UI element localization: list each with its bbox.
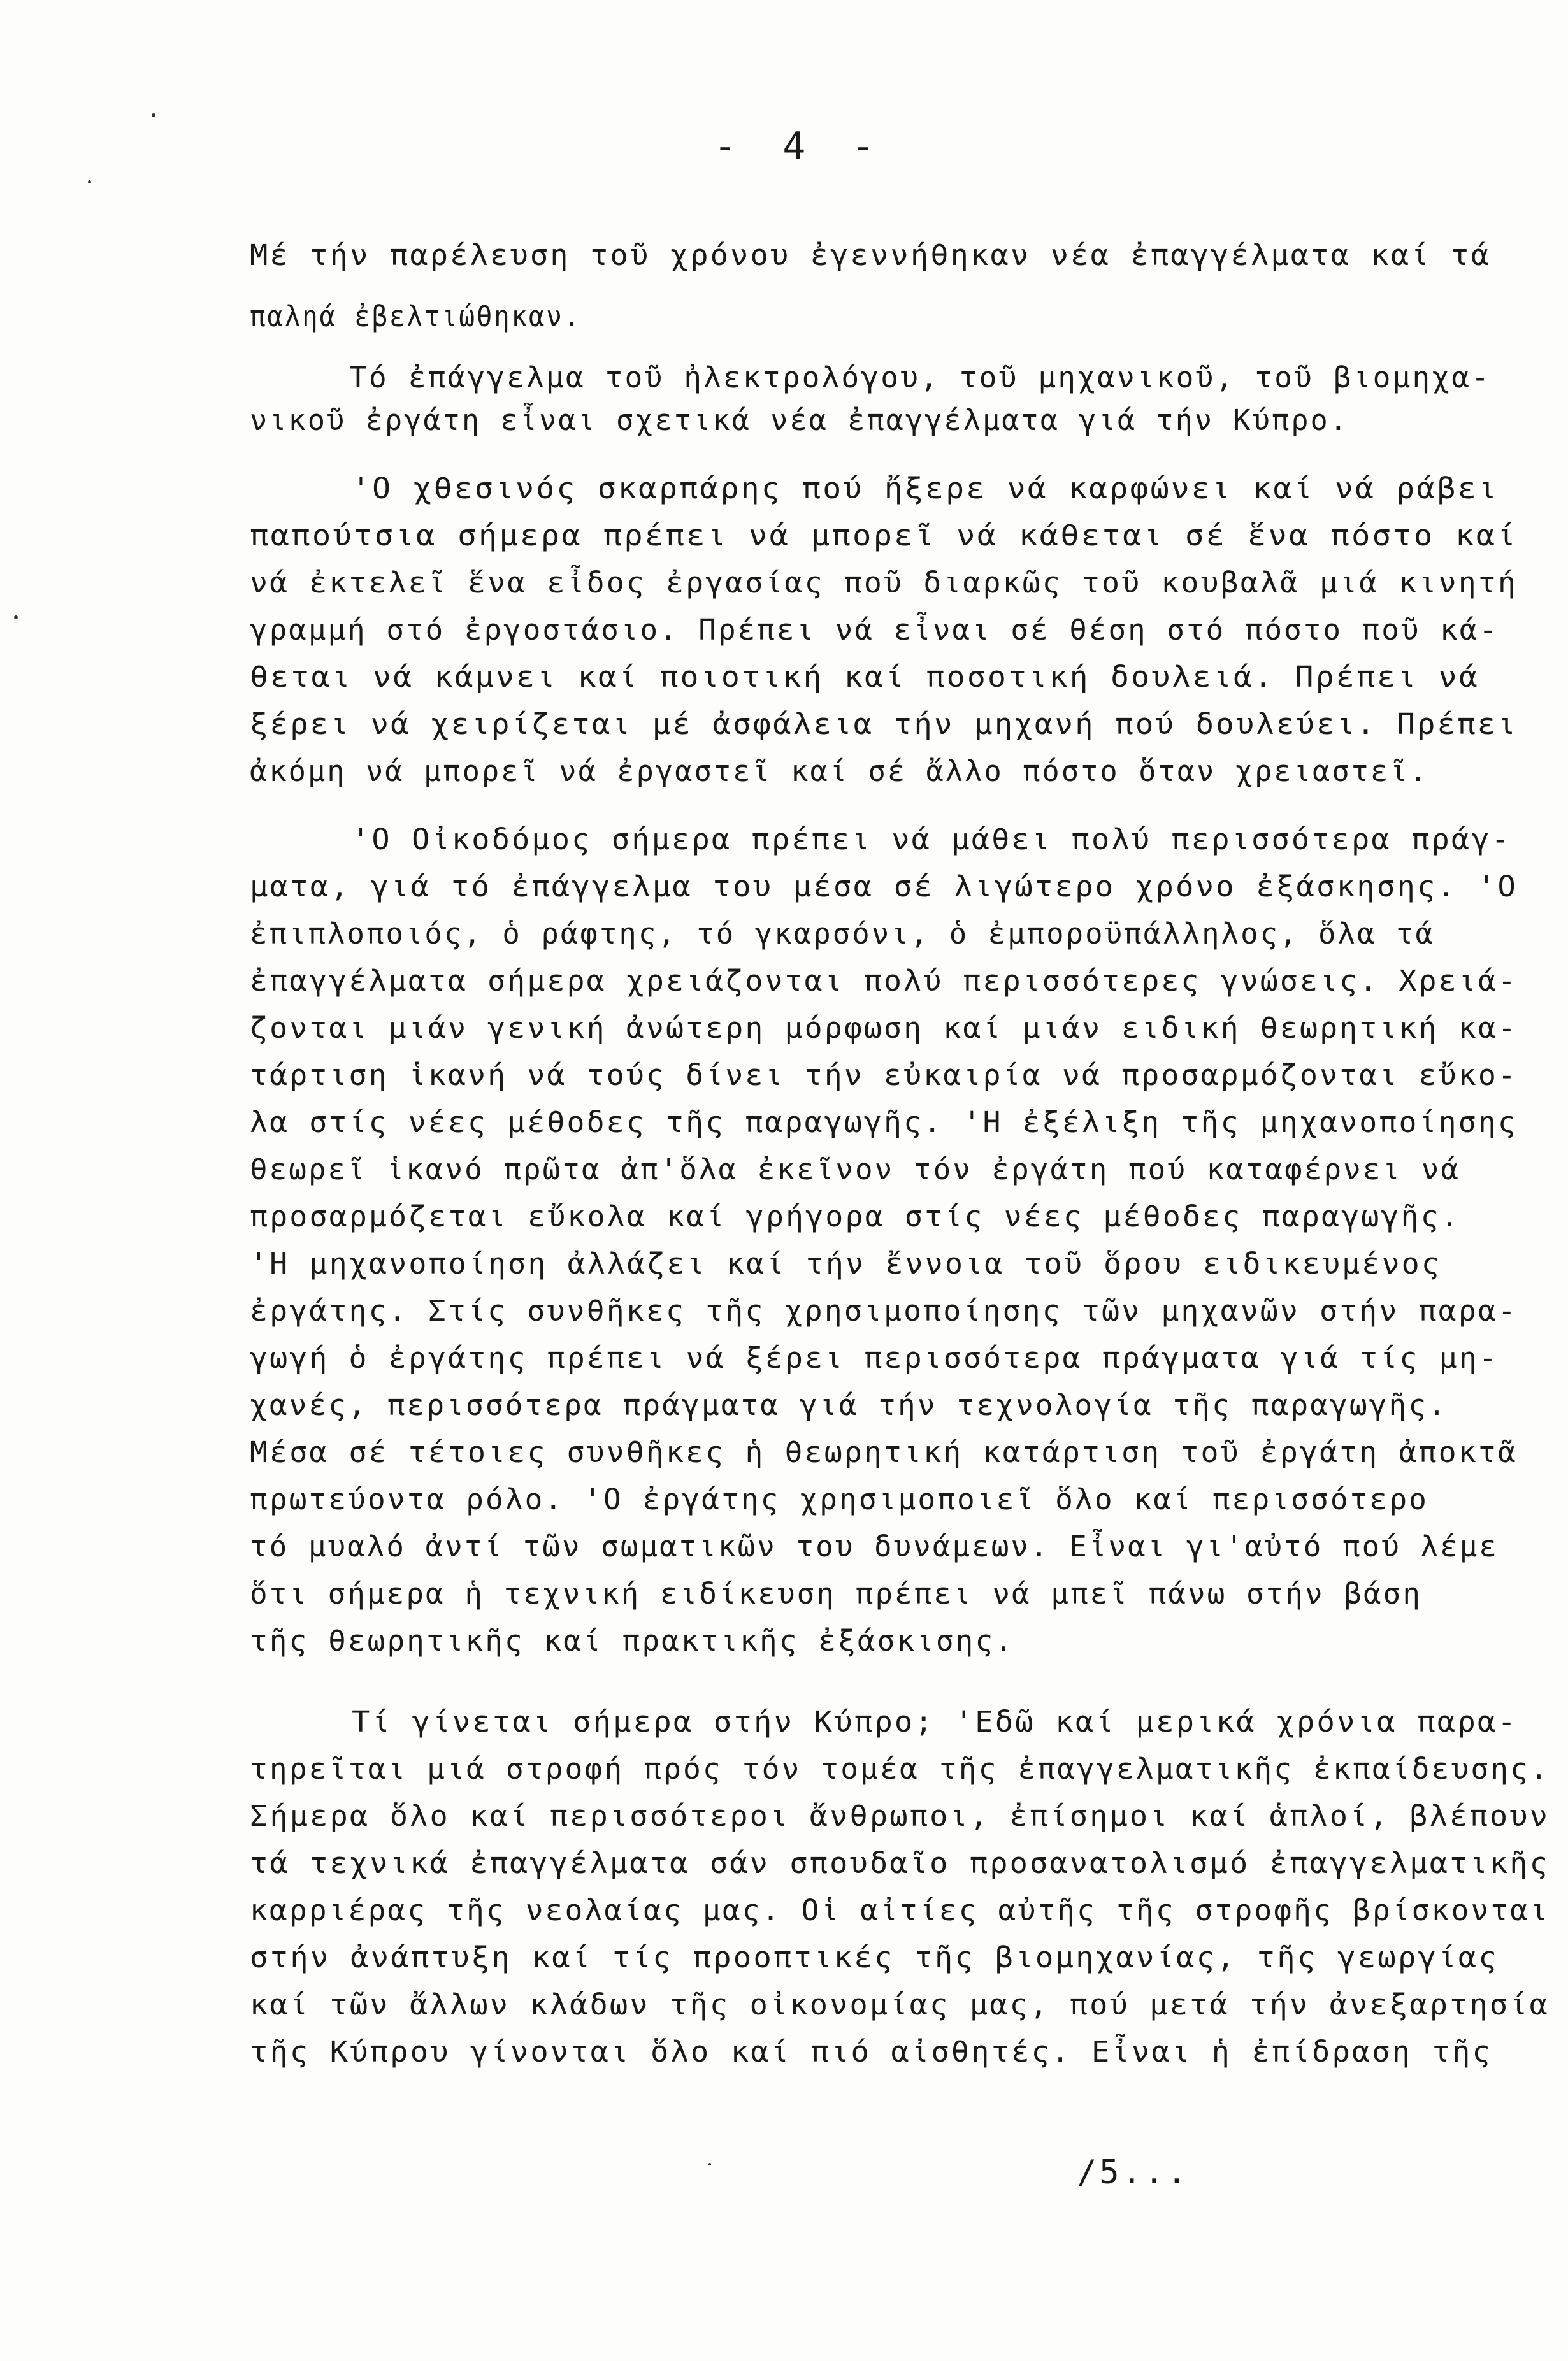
text-line: λα στίς νέες μέθοδες τῆς παραγωγῆς. 'Η ἐξέλιξη τῆς μηχανοποίησης — [250, 1105, 1518, 1139]
text-line: Μέ τήν παρέλευση τοῦ χρόνου ἐγεννήθηκαν νέα ἐπαγγέλματα καί τά — [250, 238, 1491, 272]
text-line: καί τῶν ἄλλων κλάδων τῆς οἰκονομίας μας, πού μετά τήν ἀνεξαρτησία — [250, 1988, 1550, 2021]
text-line: ζονται μιάν γενική ἀνώτερη μόρφωση καί μιάν ειδική θεωρητική κα- — [250, 1011, 1518, 1045]
text-line: παληά ἐβελτιώθηκαν. — [250, 299, 581, 333]
scan-speck — [88, 180, 91, 183]
text-line: προσαρμόζεται εὔκολα καί γρήγορα στίς νέες μέθοδες παραγωγῆς. — [250, 1200, 1460, 1233]
text-line: τῆς Κύπρου γίνονται ὅλο καί πιό αἰσθητές. Εἶναι ἡ ἐπίδραση τῆς — [250, 2035, 1492, 2069]
page-number: - 4 - — [714, 124, 886, 169]
scan-speck — [708, 2163, 711, 2165]
text-line: 'Ο χθεσινός σκαρπάρης πού ἤξερε νά καρφώνει καί νά ράβει — [352, 471, 1499, 505]
text-line: Σήμερα ὅλο καί περισσότεροι ἄνθρωποι, ἐπίσημοι καί ἁπλοί, βλέπουν — [250, 1799, 1550, 1833]
scan-speck — [14, 615, 18, 619]
text-line: ἐπιπλοποιός, ὁ ράφτης, τό γκαρσόνι, ὁ ἐμποροϋπάλληλος, ὅλα τά — [250, 917, 1435, 951]
text-line: Μέσα σέ τέτοιες συνθῆκες ἡ θεωρητική κατάρτιση τοῦ ἐργάτη ἀποκτᾶ — [250, 1435, 1518, 1469]
text-line: θεωρεῖ ἱκανό πρῶτα ἀπ'ὅλα ἐκεῖνον τόν ἐργάτη πού καταφέρνει νά — [250, 1152, 1460, 1186]
continuation-marker: /5... — [1077, 2153, 1190, 2192]
text-line: τάρτιση ἱκανή νά τούς δίνει τήν εὐκαιρία νά προσαρμόζονται εὔκο- — [250, 1058, 1518, 1092]
text-line: ἐπαγγέλματα σήμερα χρειάζονται πολύ περισσότερες γνώσεις. Χρειά- — [250, 964, 1518, 998]
text-line: 'Ο Οἰκοδόμος σήμερα πρέπει νά μάθει πολύ περισσότερα πράγ- — [352, 822, 1511, 856]
text-line: Τό ἐπάγγελμα τοῦ ἠλεκτρολόγου, τοῦ μηχανικοῦ, τοῦ βιομηχα- — [349, 361, 1491, 394]
text-line: ἐργάτης. Στίς συνθῆκες τῆς χρησιμοποίησης τῶν μηχανῶν στήν παρα- — [250, 1294, 1518, 1328]
text-line: θεται νά κάμνει καί ποιοτική καί ποσοτική δουλειά. Πρέπει νά — [250, 660, 1479, 694]
text-line: χανές, περισσότερα πράγματα γιά τήν τεχνολογία τῆς παραγωγῆς. — [250, 1388, 1448, 1422]
text-line: γραμμή στό ἐργοστάσιο. Πρέπει νά εἶναι σέ θέση στό πόστο ποῦ κά- — [250, 613, 1499, 647]
text-line: παπούτσια σήμερα πρέπει νά μπορεῖ νά κάθεται σέ ἕνα πόστο καί — [250, 519, 1518, 552]
text-line: ξέρει νά χειρίζεται μέ ἀσφάλεια τήν μηχανή πού δουλεύει. Πρέπει — [250, 707, 1518, 741]
text-line: ὅτι σήμερα ἡ τεχνική ειδίκευση πρέπει νά μπεῖ πάνω στήν βάση — [250, 1577, 1422, 1611]
text-line: 'Η μηχανοποίηση ἀλλάζει καί τήν ἔννοια τοῦ ὅρου ειδικευμένος — [250, 1247, 1441, 1281]
text-line: τό μυαλό ἀντί τῶν σωματικῶν του δυνάμεων. Εἶναι γι'αὐτό πού λέμε — [250, 1530, 1499, 1563]
text-line: ἀκόμη νά μπορεῖ νά ἐργαστεῖ καί σέ ἄλλο πόστο ὅταν χρειαστεῖ. — [250, 754, 1428, 788]
text-line: νικοῦ ἐργάτη εἶναι σχετικά νέα ἐπαγγέλματα γιά τήν Κύπρο. — [250, 403, 1349, 437]
text-line: ματα, γιά τό ἐπάγγελμα του μέσα σέ λιγώτερο χρόνο ἐξάσκησης. 'Ο — [250, 870, 1518, 903]
text-line: Τί γίνεται σήμερα στήν Κύπρο; 'Εδῶ καί μερικά χρόνια παρα- — [352, 1705, 1518, 1739]
text-line: τῆς θεωρητικῆς καί πρακτικῆς ἐξάσκισης. — [250, 1624, 1014, 1658]
text-line: καρριέρας τῆς νεολαίας μας. Οἱ αἰτίες αὐτῆς τῆς στροφῆς βρίσκονται — [250, 1893, 1550, 1927]
text-line: πρωτεύοντα ρόλο. 'Ο ἐργάτης χρησιμοποιεῖ ὅλο καί περισσότερο — [250, 1482, 1428, 1516]
text-line: νά ἐκτελεῖ ἕνα εἶδος ἐργασίας ποῦ διαρκῶς τοῦ κουβαλᾶ μιά κινητή — [250, 566, 1518, 599]
scan-speck — [152, 113, 155, 117]
text-line: τηρεῖται μιά στροφή πρός τόν τομέα τῆς ἐπαγγελματικῆς ἐκπαίδευσης. — [250, 1752, 1550, 1786]
text-line: στήν ἀνάπτυξη καί τίς προοπτικές τῆς βιομηχανίας, τῆς γεωργίας — [250, 1941, 1499, 1974]
text-line: γωγή ὁ ἐργάτης πρέπει νά ξέρει περισσότερα πράγματα γιά τίς μη- — [250, 1341, 1499, 1375]
text-line: τά τεχνικά ἐπαγγέλματα σάν σπουδαῖο προσανατολισμό ἐπαγγελματικῆς — [250, 1846, 1550, 1880]
